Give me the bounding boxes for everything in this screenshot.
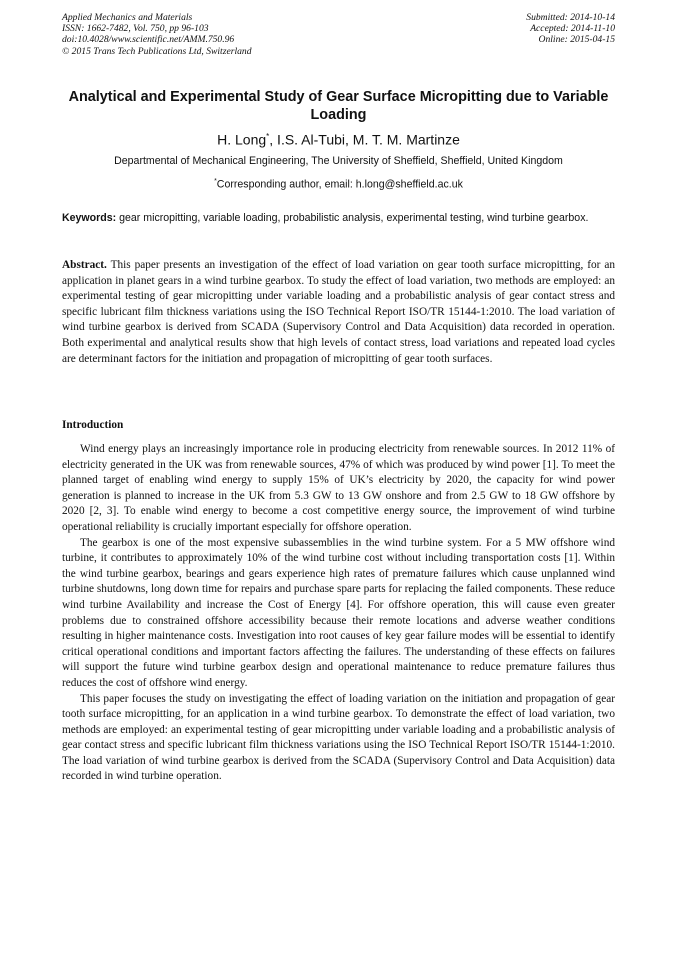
paper-title: Analytical and Experimental Study of Gear Surface Micropitting due to Variable Loading (68, 89, 609, 123)
author-rest: , I.S. Al-Tubi, M. T. M. Martinze (269, 131, 460, 148)
abstract-text: This paper presents an investigation of the effect of load variation on gear tooth surface micropitting, for an application in planet gears in a wind turbine gearbox. To study the effect of load variation, two methods are employed: an experimental testing of gear micropitting under variable loading and a probabilistic analysis of gear contact stress and specific lubricant film thickness variations using the ISO Technical Report ISO/TR 15144-1:2010. The load variation of wind turbine gearbox is derived from SCADA (Supervisory Control and Data Acquisition) data recorded in operation. Both experimental and analytical results show that high levels of contact stress, load variations and repeated load cycles are determinant factors for the initiation and propagation of micropitting of gear tooth surfaces. (62, 259, 615, 365)
keywords-text: gear micropitting, variable loading, probabilistic analysis, experimental testing, wind turbine gearbox. (116, 212, 589, 224)
journal-name: Applied Mechanics and Materials (62, 12, 193, 23)
journal-info (62, 12, 252, 57)
corresponding-mark: * (266, 132, 270, 141)
abstract (62, 258, 615, 367)
body-paragraph: The gearbox is one of the most expensive subassemblies in the wind turbine system. For a 5 MW offshore wind turbine, it contributes to approximately 10% of the wind turbine cost without including transportation costs [1]. Within the wind turbine gearbox, bearings and gears experience high rates of premature failures which cause unplanned wind turbine shutdowns, long down time for repairs and purchase spare parts for replacing the failed components. These reduce wind turbine Availability and increase the Cost of Energy [4]. For offshore operation, this will cause even greater problems due to constrained offshore accessibility because their remote locations and adverse weather conditions resulting in higher maintenance costs. Investigation into root causes of key gear failure modes will be essential to identify critical operational conditions and important factors affecting the failures. The understanding of these effects on failures will support the future wind turbine gearbox design and operational maintenance to reduce premature failures thus reduces the cost of offshore wind energy. (62, 536, 615, 689)
body-paragraph: Wind energy plays an increasingly importance role in producing electricity from renewable sources. In 2012 11% of electricity generated in the UK was from renewable sources, 47% of which was produced by wind power [1]. To meet the planned target of enabling wind energy to supply 15% of UK’s electricity by 2020, the capacity for wind power generation is planned to increase in the UK from 5.3 GW to 13 GW onshore and from 2.5 GW to 18 GW offshore by 2020 [2, 3]. To enable wind energy to become a cost competitive energy source, the improvement of wind turbine operational reliability is crucially important especially for offshore operation. (62, 443, 615, 533)
date-submitted: Submitted: 2014-10-14 (526, 12, 615, 23)
submission-dates (526, 12, 615, 46)
introduction-body (62, 442, 615, 785)
author-list (62, 128, 615, 149)
journal-issn: ISSN: 1662-7482, Vol. 750, pp 96-103 (62, 23, 209, 35)
abstract-label: Abstract. (62, 259, 107, 271)
keywords-label: Keywords: (62, 212, 117, 224)
date-online: Online: 2015-04-15 (538, 34, 615, 46)
keywords (62, 211, 615, 226)
author-first: H. Long (217, 131, 267, 148)
affiliation: Departmental of Mechanical Engineering, The University of Sheffield, Sheffield, United Kingdom (114, 155, 563, 167)
date-accepted: Accepted: 2014-11-10 (530, 23, 615, 35)
journal-doi: doi:10.4028/www.scientific.net/AMM.750.96 (62, 34, 235, 46)
corresponding-author (62, 175, 615, 192)
section-heading-introduction: Introduction (62, 419, 124, 431)
corresponding-footnote-mark: * (214, 178, 217, 185)
journal-copyright: © 2015 Trans Tech Publications Ltd, Switzerland (62, 45, 252, 57)
corresponding-text: Corresponding author, email: h.long@sheffield.ac.uk (216, 178, 463, 191)
body-paragraph: This paper focuses the study on investigating the effect of loading variation on the initiation and propagation of gear tooth surface micropitting, for an application in a wind turbine gearbox. To demonstrate the effect of load variation, two methods are employed: an experimental testing of gear micropitting under variable loading and a probabilistic analysis of gear contact stress and specific lubricant film thickness variations using the ISO Technical Report ISO/TR 15144-1:2010. The load variation of wind turbine gearbox is derived from the SCADA (Supervisory Control and Data Acquisition) data recorded in wind turbine operation. (62, 692, 615, 783)
